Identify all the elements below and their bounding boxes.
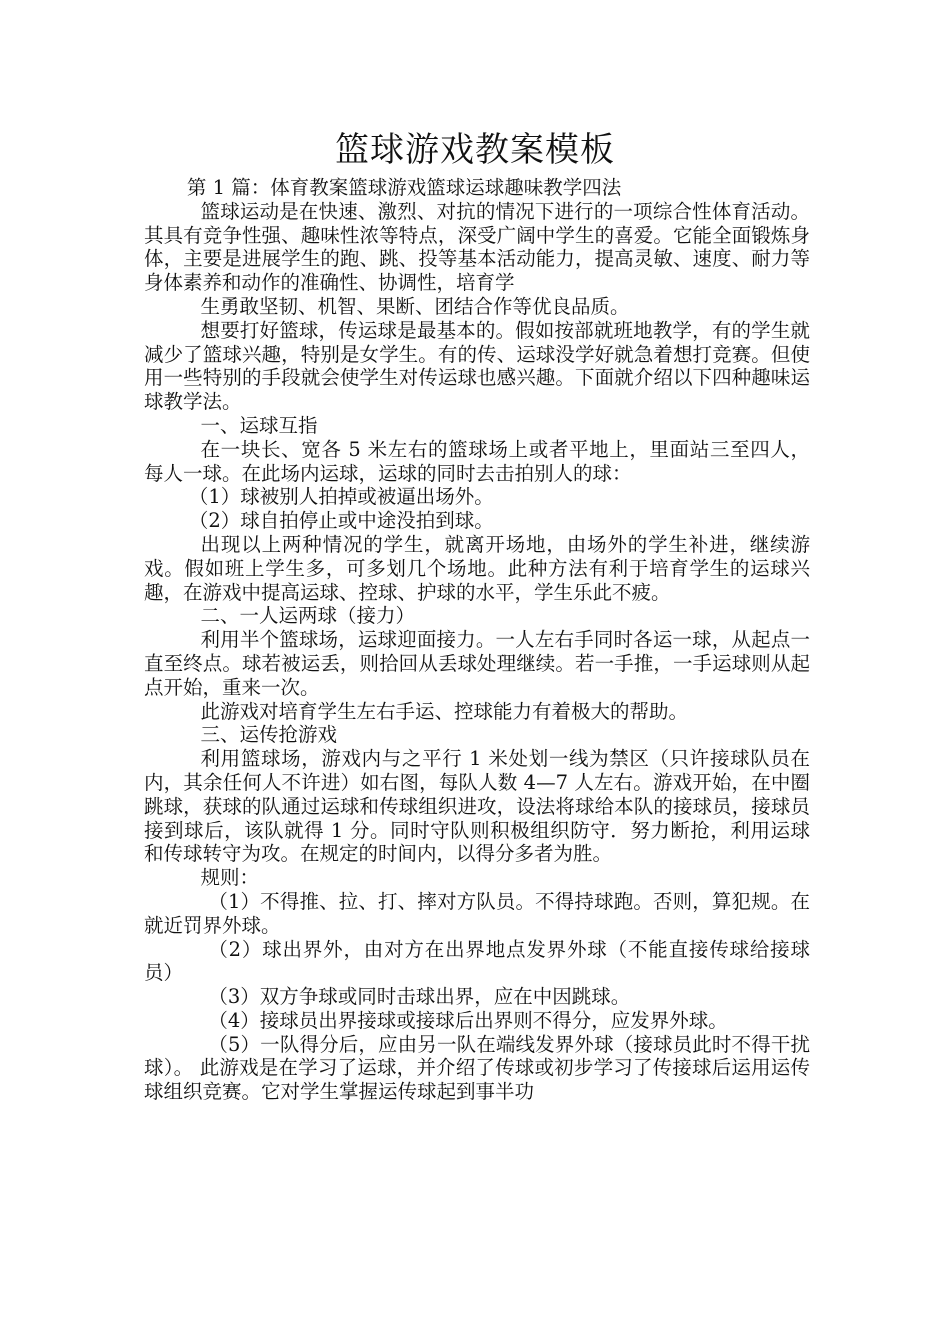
- paragraph: 生勇敢坚韧、机智、果断、团结合作等优良品质。: [200, 294, 630, 318]
- paragraph: 篮球运动是在快速、激烈、对抗的情况下进行的一项综合性体育活动。其具有竞争性强、趣味性浓等特点，深受广阔中学生的喜爱。它能全面锻炼身体，主要是进展学生的跑、跳、投等基本活动能力，提高灵敏、速度、耐力等身体素养和动作的准确性、协调性，培育学: [144, 199, 810, 295]
- rule-item: （3）双方争球或同时击球出界，应在中因跳球。: [208, 985, 631, 1009]
- paragraph: 在一块长、宽各 5 米左右的篮球场上或者平地上，里面站三至四人，每人一球。在此场内运球，运球的同时去击拍别人的球：: [144, 437, 810, 485]
- paragraph: 出现以上两种情况的学生，就离开场地，由场外的学生补进，继续游戏。假如班上学生多，可多划几个场地。此种方法有利于培育学生的运球兴趣，在游戏中提高运球、控球、护球的水平，学生乐此不疲。: [144, 532, 810, 604]
- section-heading: 三、运传抢游戏: [200, 723, 338, 747]
- section-heading: 一、运球互指: [200, 413, 318, 437]
- section-heading: 二、一人运两球（接力）: [200, 604, 416, 628]
- rule-item: （2）球出界外，由对方在出界地点发界外球（不能直接传球给接球员）: [144, 937, 810, 985]
- paragraph: 利用篮球场，游戏内与之平行 1 米处划一线为禁区（只许接球队员在内，其余任何人不许进）如右图，每队人数 4—7 人左右。游戏开始，在中圈跳球，获球的队通过运球和传球组织进攻，设法将球给本队的接球员，接球员接到球后，该队就得 1 分。同时守队则积极组织防守．努力断抢，利用运球和传球转守为攻。在规定的时间内，以得分多者为胜。: [144, 747, 810, 866]
- rules-heading: 规则：: [200, 866, 260, 890]
- paragraph: 利用半个篮球场，运球迎面接力。一人左右手同时各运一球，从起点一直至终点。球若被运丢，则拾回从丢球处理继续。若一手推，一手运球则从起点开始，重来一次。: [144, 628, 810, 699]
- rule-item: （5）一队得分后，应由另一队在端线发界外球（接球员此时不得干扰球）。 此游戏是在学习了运球，并介绍了传球或初步学习了传接球后运用运传球组织竞赛。它对学生掌握运传球起到事半功: [144, 1032, 810, 1104]
- paragraph: 想要打好篮球，传运球是最基本的。假如按部就班地教学，有的学生就减少了篮球兴趣，特别是女学生。有的传、运球没学好就急着想打竞赛。但使用一些特别的手段就会使学生对传运球也感兴趣。下面就介绍以下四种趣味运球教学法。: [144, 318, 810, 414]
- document-title: 篮球游戏教案模板: [335, 130, 615, 170]
- chapter-heading: 第 1 篇：体育教案篮球游戏篮球运球趣味教学四法: [186, 176, 622, 199]
- paragraph: 此游戏对培育学生左右手运、控球能力有着极大的帮助。: [200, 699, 689, 723]
- rule-item: （4）接球员出界接球或接球后出界则不得分，应发界外球。: [208, 1008, 728, 1032]
- rule-item: （1）不得推、拉、打、摔对方队员。不得持球跑。否则，算犯规。在就近罚界外球。: [144, 889, 810, 937]
- document-body: [144, 176, 810, 1104]
- list-item: （2）球自拍停止或中途没拍到球。: [188, 509, 494, 533]
- list-item: （1）球被别人拍掉或被逼出场外。: [188, 485, 494, 509]
